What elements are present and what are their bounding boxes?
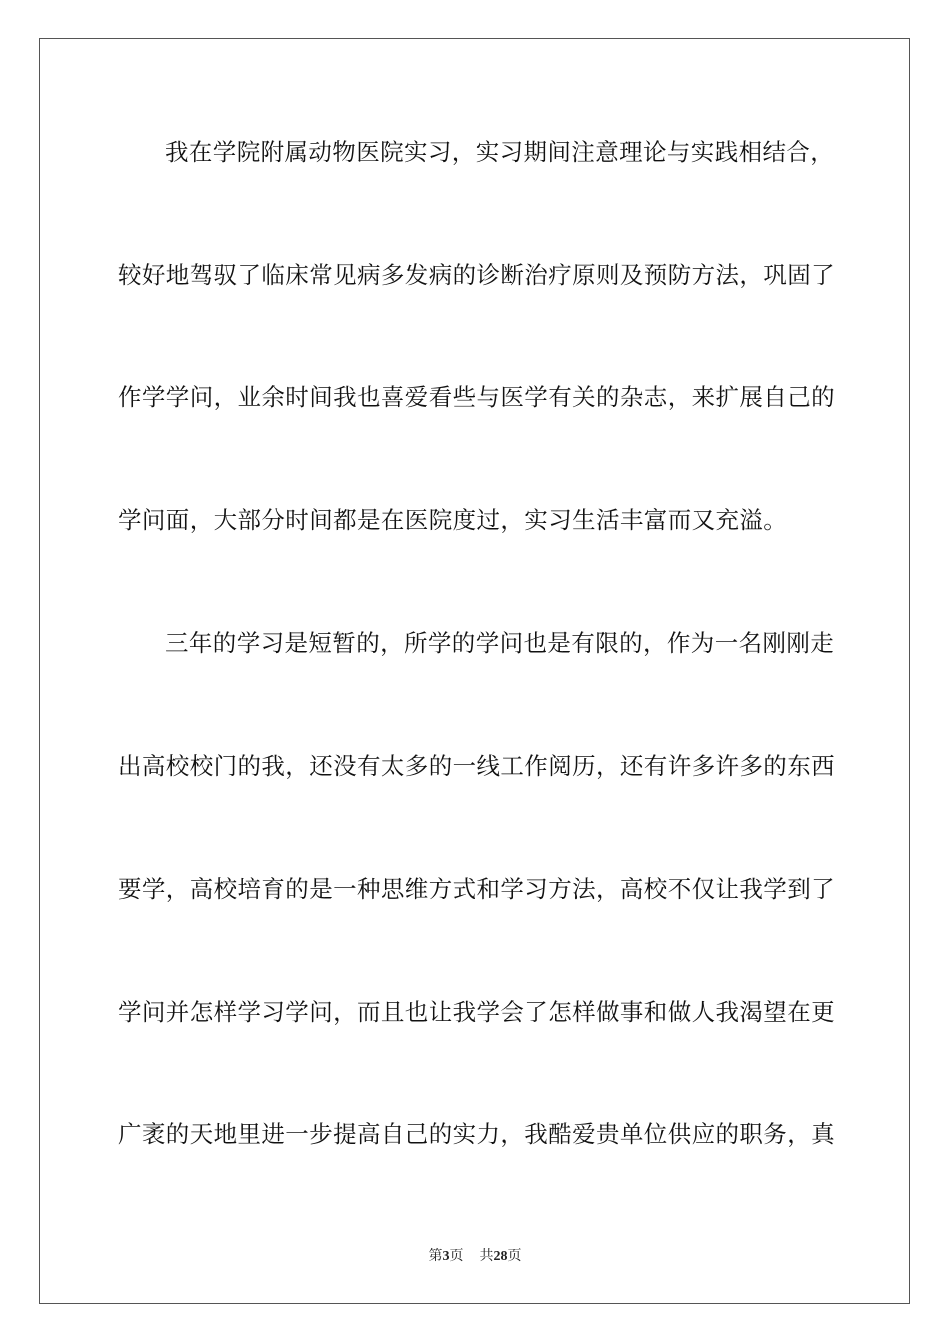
page-footer [0,1246,950,1267]
text-line-4: 学问面，大部分时间都是在医院度过，实习生活丰富而又充溢。 [118,506,788,534]
footer-page-suffix: 页 [449,1248,464,1264]
text-line-2: 较好地驾驭了临床常见病多发病的诊断治疗原则及预防方法，巩固了 [118,261,835,289]
text-line-7: 要学，高校培育的是一种思维方式和学习方法，高校不仅让我学到了 [118,875,835,903]
text-line-9: 广袤的天地里进一步提高自己的实力，我酷爱贵单位供应的职务，真 [118,1120,835,1148]
text-line-5: 三年的学习是短暂的，所学的学问也是有限的，作为一名刚刚走 [165,629,835,657]
footer-total-suffix: 页 [507,1248,522,1264]
text-line-3: 作学学问，业余时间我也喜爱看些与医学有关的杂志，来扩展自己的 [118,383,835,411]
footer-page-number: 3 [442,1249,450,1264]
text-line-6: 出高校校门的我，还没有太多的一线工作阅历，还有许多许多的东西 [118,752,835,780]
footer-total-pages: 28 [493,1249,508,1264]
text-line-8: 学问并怎样学习学问，而且也让我学会了怎样做事和做人我渴望在更 [118,998,835,1026]
text-line-1: 我在学院附属动物医院实习，实习期间注意理论与实践相结合， [165,138,835,166]
footer-page-prefix: 第 [428,1248,443,1264]
footer-total-prefix: 共 [479,1248,494,1264]
page-border [39,38,910,1304]
